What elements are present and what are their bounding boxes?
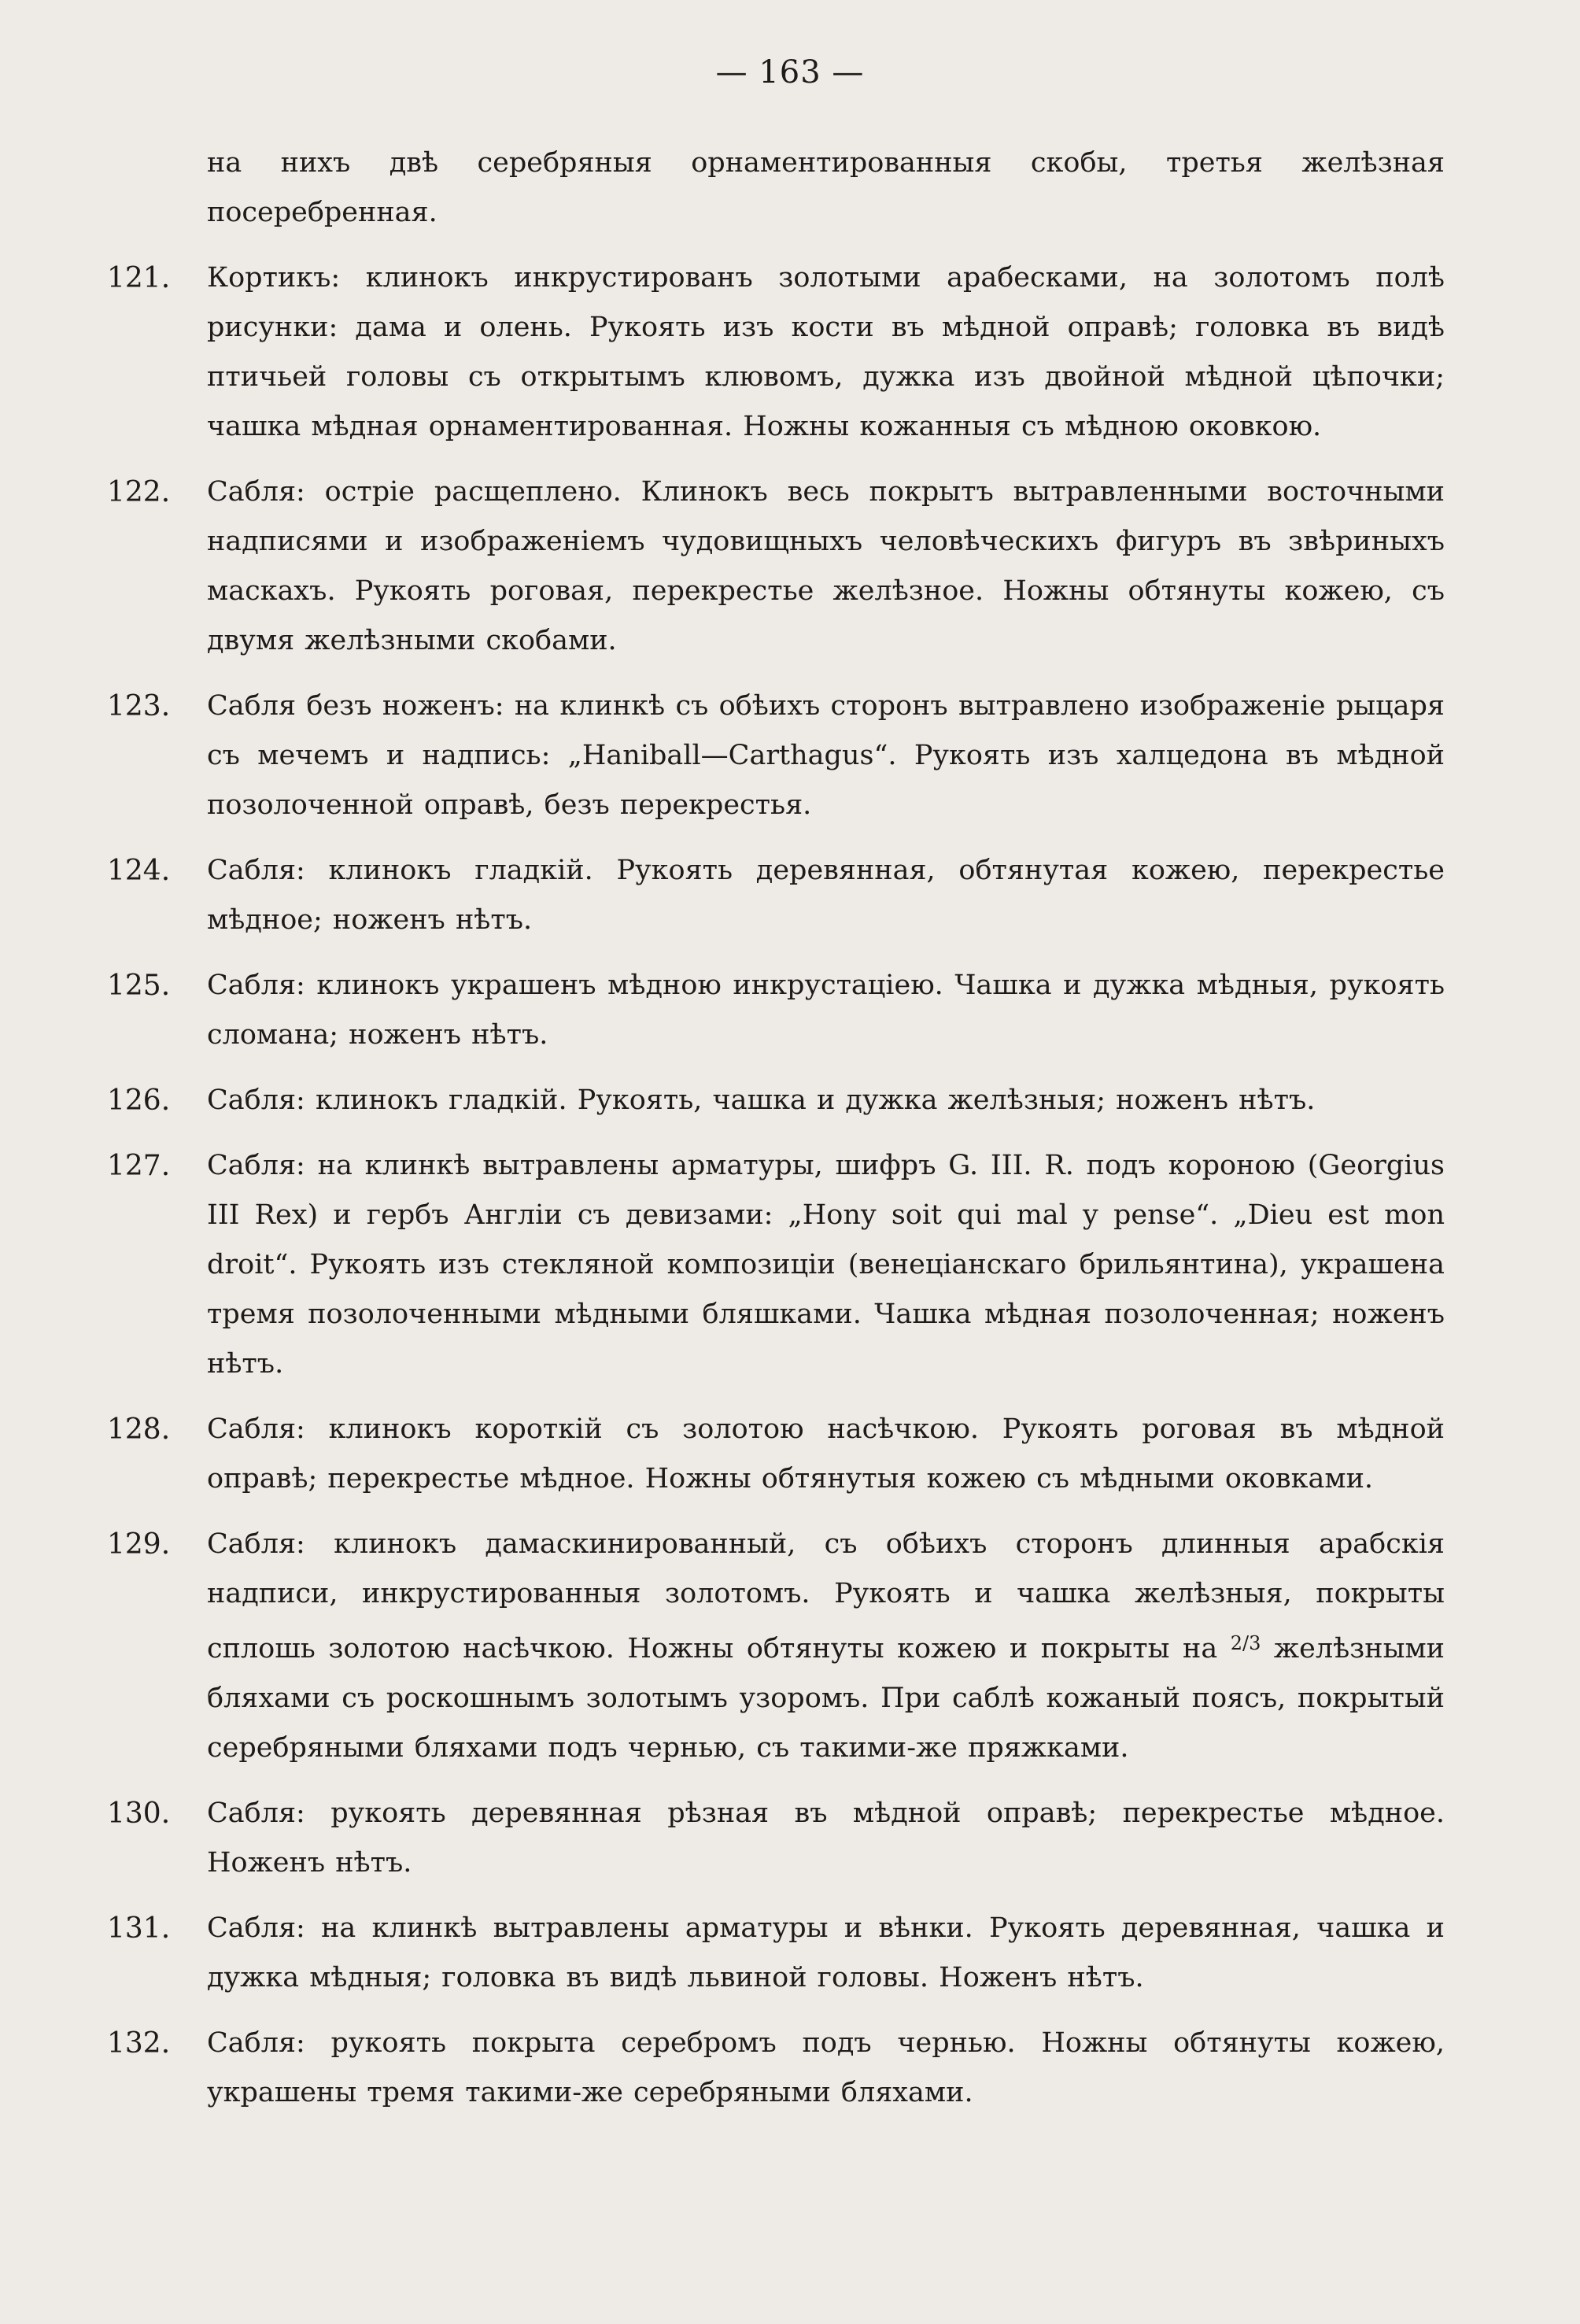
entry-number: 122.: [107, 476, 171, 508]
catalog-entry-132: [107, 2019, 1445, 2118]
entry-text: Сабля: клинокъ короткій съ золотою насѣчкою. Рукоять роговая въ мѣдной оправѣ; перекрестье мѣдное. Ножны обтянутыя кожею съ мѣдными оковками.: [207, 1413, 1445, 1495]
entry-number: 124.: [107, 855, 171, 887]
entry-text: Сабля: на клинкѣ вытравлены арматуры и вѣнки. Рукоять деревянная, чашка и дужка мѣдныя; головка въ видѣ львиной головы. Ноженъ нѣтъ.: [207, 1912, 1445, 1993]
entry-text: Сабля: клинокъ гладкій. Рукоять деревянная, обтянутая кожею, перекрестье мѣдное; ноженъ нѣтъ.: [207, 855, 1445, 936]
page-number: — 163 —: [715, 54, 865, 91]
catalog-entry-125: [107, 961, 1445, 1060]
text-column: [107, 139, 1445, 2134]
entry-number: 128.: [107, 1413, 171, 1446]
entry-number: 130.: [107, 1797, 171, 1830]
catalog-entry-129: [107, 1520, 1445, 1773]
entry-number: 125.: [107, 970, 171, 1002]
entry-text-part: Сабля: клинокъ дамаскинированный, съ обѣихъ сторонъ длинныя арабскія надписи, инкрустированныя золотомъ. Рукоять и чашка желѣзныя, покрыты сплошь золотою насѣчкою. Ножны обтянуты кожею и покрыты на: [207, 1528, 1445, 1664]
entry-number: 129.: [107, 1528, 171, 1561]
catalog-entry-128: [107, 1405, 1445, 1504]
entry-number: 131.: [107, 1912, 171, 1945]
catalog-entry-131: [107, 1904, 1445, 2003]
fraction-two-thirds: 2/3: [1230, 1632, 1261, 1654]
entry-text-part: желѣзными бляхами съ роскошнымъ золотымъ узоромъ. При саблѣ кожаный поясъ, покрытый серебряными бляхами подъ чернью, съ такими-же пряжками.: [207, 1633, 1445, 1764]
entry-text: Сабля: рукоять деревянная рѣзная въ мѣдной оправѣ; перекрестье мѣдное. Ноженъ нѣтъ.: [207, 1797, 1445, 1879]
catalog-entry-127: [107, 1141, 1445, 1389]
catalog-entry-122: [107, 467, 1445, 666]
entry-number: 123.: [107, 690, 171, 722]
entry-text: Сабля: остріе расщеплено. Клинокъ весь покрытъ вытравленными восточными надписями и изображеніемъ чудовищныхъ человѣческихъ фигуръ въ звѣриныхъ маскахъ. Рукоять роговая, перекрестье желѣзное. Ножны обтянуты кожею, съ двумя желѣзными скобами.: [207, 476, 1445, 656]
entry-text: Кортикъ: клинокъ инкрустированъ золотыми арабесками, на золотомъ полѣ рисунки: дама и олень. Рукоять изъ кости въ мѣдной оправѣ; головка въ видѣ птичьей головы съ открытымъ клювомъ, дужка изъ двойной мѣдной цѣпочки; чашка мѣдная орнаментированная. Ножны кожанныя съ мѣдною оковкою.: [207, 262, 1445, 442]
entry-text: [207, 1520, 1445, 1773]
entry-number: 127.: [107, 1150, 171, 1182]
catalog-entry-121: [107, 253, 1445, 452]
entry-text: Сабля: клинокъ гладкій. Рукоять, чашка и дужка желѣзныя; ноженъ нѣтъ.: [207, 1084, 1316, 1116]
continuation-paragraph: на нихъ двѣ серебряныя орнаментированныя скобы, третья желѣзная посеребренная.: [207, 147, 1445, 228]
entry-text: Сабля: на клинкѣ вытравлены арматуры, шифръ G. III. R. подъ короною (Georgius III Rex) и гербъ Англіи съ девизами: „Hony soit qui mal y pense“. „Dieu est mon droit“. Рукоять изъ стекляной композиціи (венеціанскаго брильянтина), украшена тремя позолоченными мѣдными бляшками. Чашка мѣдная позолоченная; ноженъ нѣтъ.: [207, 1150, 1445, 1380]
entry-number: 121.: [107, 262, 171, 294]
catalog-entry-124: [107, 846, 1445, 945]
catalog-entry-126: [107, 1076, 1445, 1125]
catalog-entry-123: [107, 682, 1445, 830]
entry-text: Сабля: рукоять покрыта серебромъ подъ чернью. Ножны обтянуты кожею, украшены тремя такими-же серебряными бляхами.: [207, 2027, 1445, 2108]
entry-text: Сабля: клинокъ украшенъ мѣдною инкрустаціею. Чашка и дужка мѣдныя, рукоять сломана; ноженъ нѣтъ.: [207, 970, 1445, 1051]
entry-number: 126.: [107, 1084, 171, 1117]
entry-number: 132.: [107, 2027, 171, 2060]
entry-text: Сабля безъ ноженъ: на клинкѣ съ обѣихъ сторонъ вытравлено изображеніе рыцаря съ мечемъ и надпись: „Hanibаll—Carthagus“. Рукоять изъ халцедона въ мѣдной позолоченной оправѣ, безъ перекрестья.: [207, 690, 1445, 821]
catalog-entry-130: [107, 1789, 1445, 1888]
